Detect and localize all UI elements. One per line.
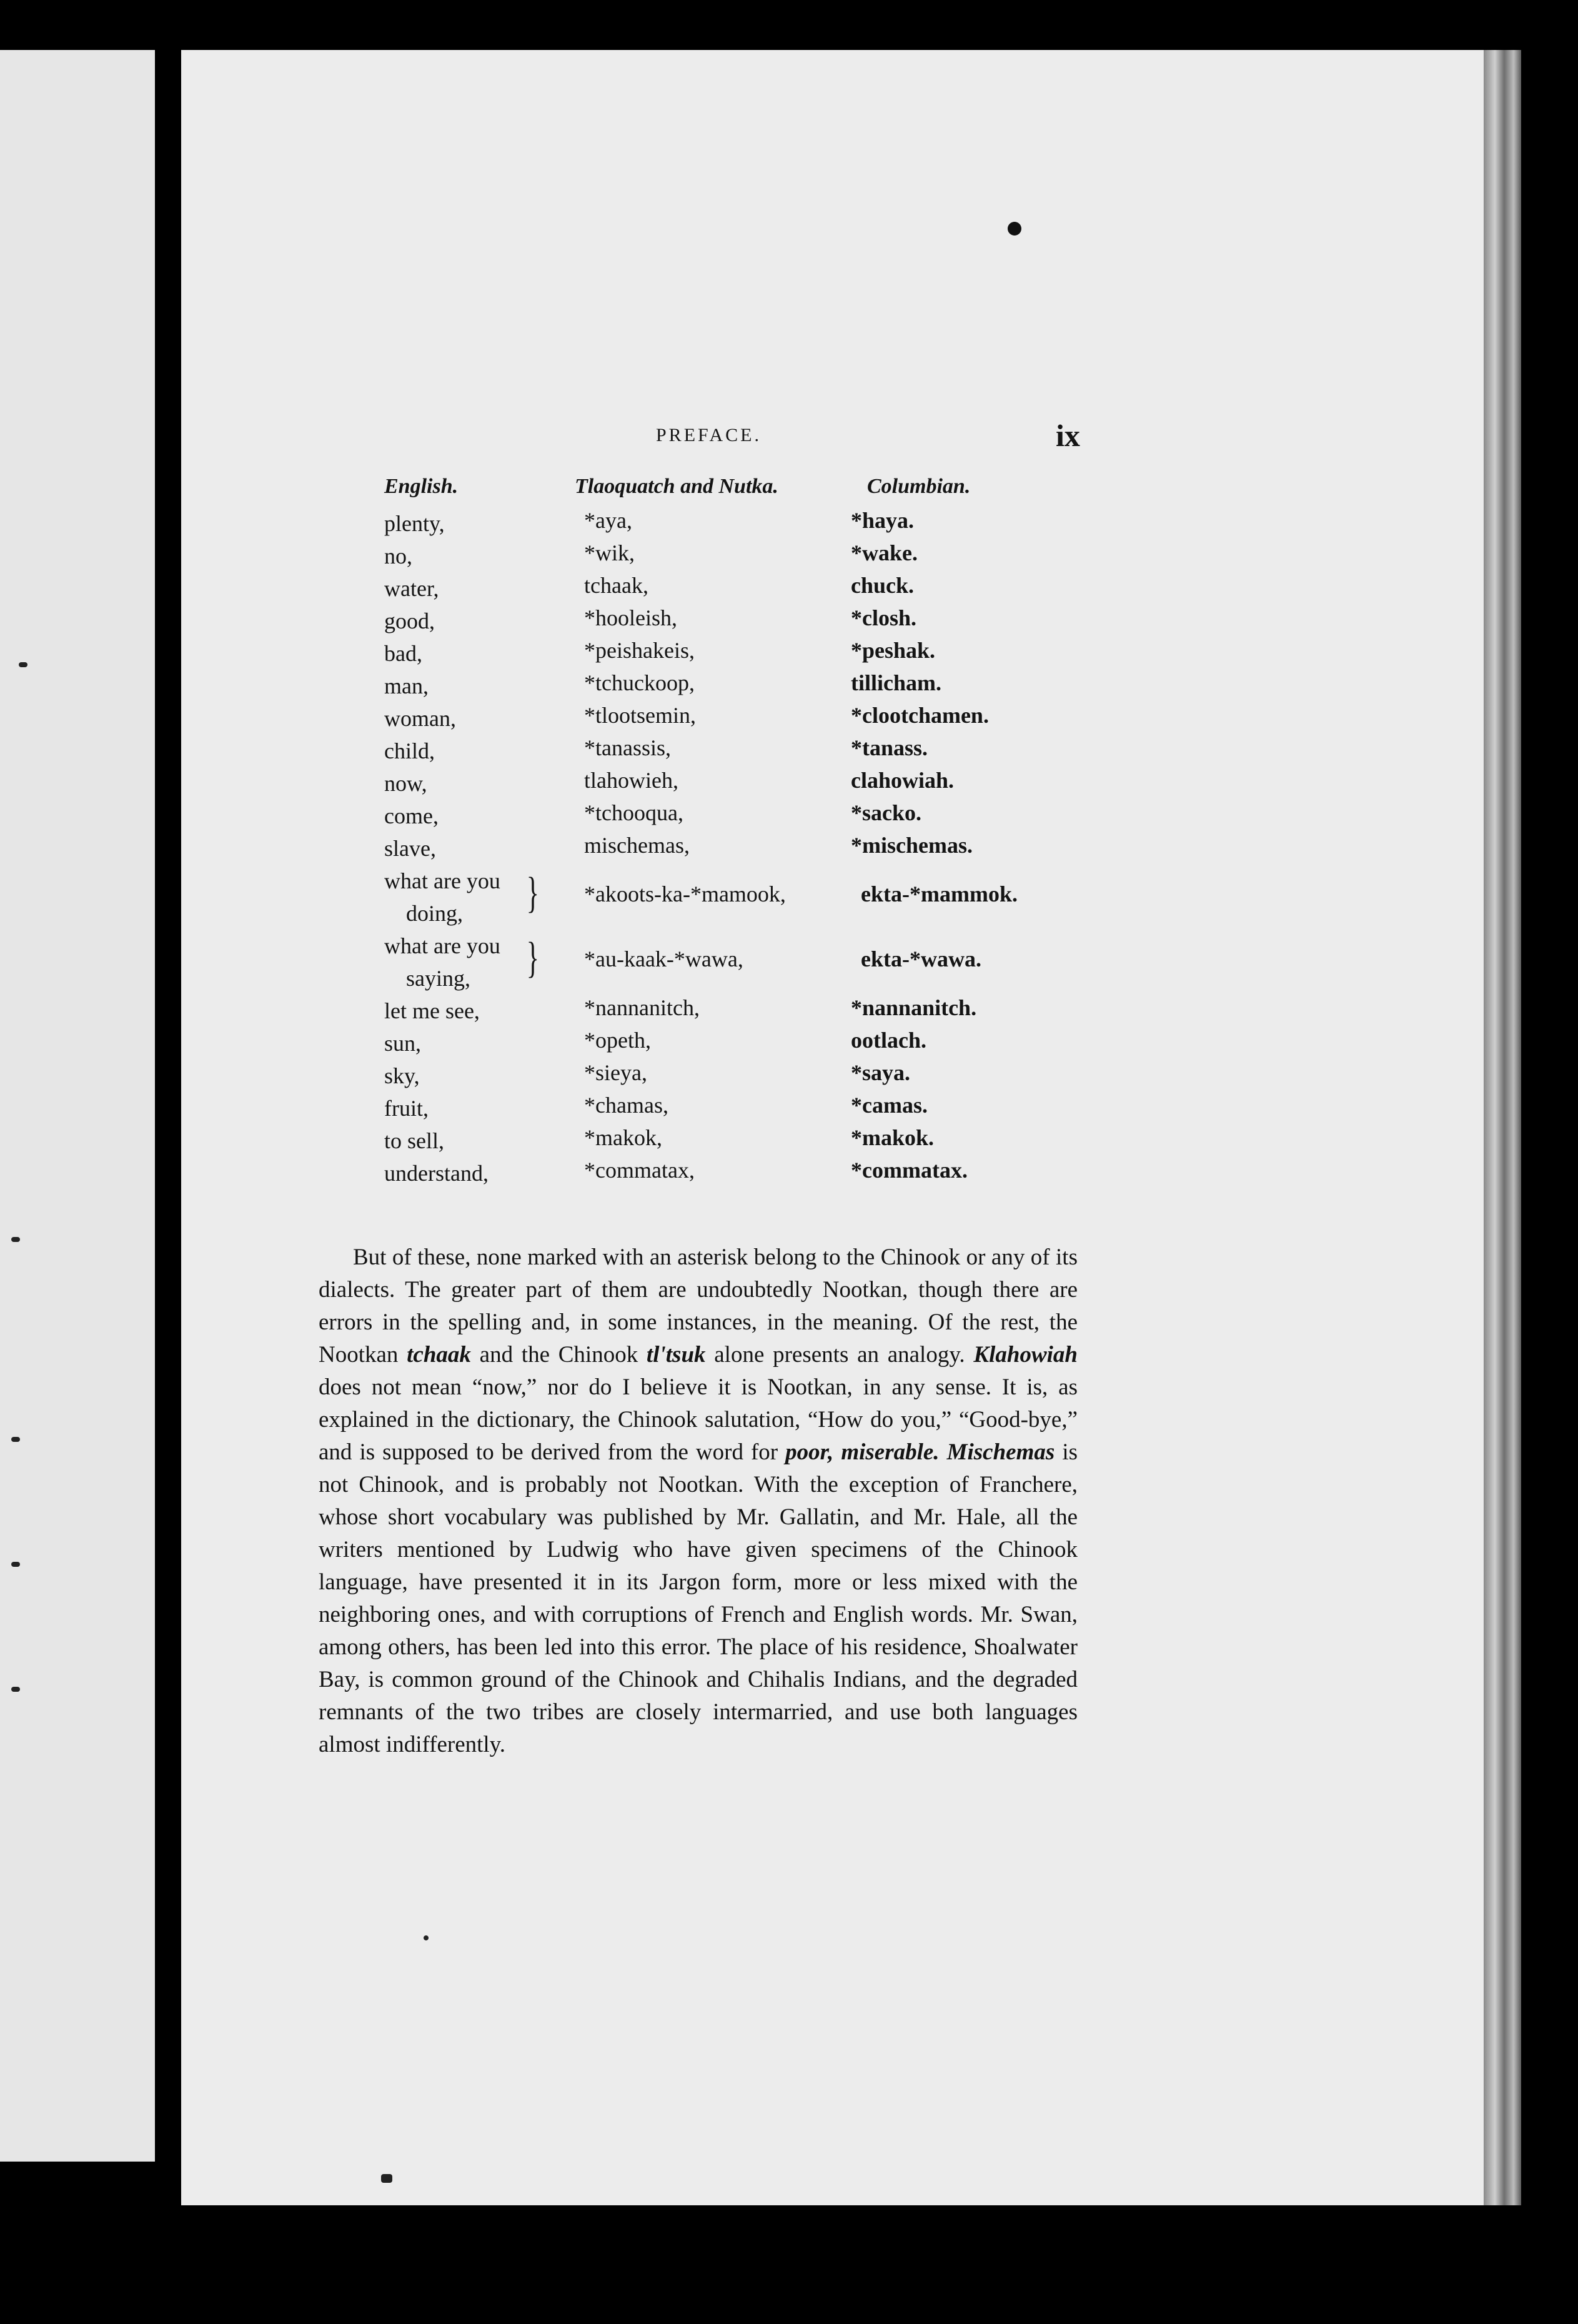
english-word: let me see, (384, 998, 480, 1023)
nutka-word: *aya, (584, 508, 632, 533)
nutka-word: tchaak, (584, 573, 648, 598)
english-word-line: saying, (406, 966, 470, 991)
nutka-word: *wik, (584, 540, 635, 565)
english-word: plenty, (384, 511, 445, 536)
columbian-word: *camas. (851, 1093, 928, 1118)
english-word: no, (384, 544, 412, 569)
page-number: ix (1056, 418, 1080, 453)
column-header-english: English. (384, 475, 459, 498)
english-word: now, (384, 771, 427, 796)
nutka-word: *sieya, (584, 1060, 647, 1085)
nutka-word: *chamas, (584, 1093, 668, 1118)
nutka-word: *makok, (584, 1125, 662, 1150)
english-word-line: what are you (384, 868, 500, 893)
stray-ink-mark (424, 1935, 429, 1940)
nutka-word: *tchooqua, (584, 800, 683, 825)
facing-page-fragment (11, 1562, 20, 1567)
english-word: woman, (384, 706, 456, 731)
columbian-word: *nannanitch. (851, 995, 977, 1020)
columbian-word: ekta-*mammok. (861, 881, 1018, 906)
english-word: fruit, (384, 1096, 429, 1121)
facing-page-fragment (19, 662, 27, 667)
columbian-word: *closh. (851, 605, 917, 630)
columbian-word: ootlach. (851, 1028, 926, 1053)
english-word: man, (384, 673, 429, 698)
english-word: good, (384, 608, 435, 633)
nutka-word: *au-kaak-*wawa, (584, 946, 743, 971)
nutka-word: mischemas, (584, 833, 690, 858)
nutka-word: *nannanitch, (584, 995, 700, 1020)
nutka-word: *commatax, (584, 1158, 695, 1183)
columbian-word: *wake. (851, 540, 918, 565)
italic-term: poor, miserable. (785, 1439, 940, 1465)
italic-term: tchaak (407, 1342, 471, 1368)
page-stack-edge (1484, 50, 1521, 2205)
nutka-word: *hooleish, (584, 605, 677, 630)
nutka-word: *opeth, (584, 1028, 651, 1053)
facing-page-edge (0, 50, 155, 2162)
nutka-word: *peishakeis, (584, 638, 695, 663)
column-header-columbian: Columbian. (867, 475, 971, 498)
columbian-word: *makok. (851, 1125, 935, 1150)
english-word: child, (384, 738, 435, 763)
facing-page-fragment (11, 1437, 20, 1442)
nutka-word: *tlootsemin, (584, 703, 696, 728)
columbian-word: tillicham. (851, 670, 941, 695)
facing-page-fragment (11, 1237, 20, 1242)
english-word: come, (384, 803, 439, 828)
columbian-word: *clootchamen. (851, 703, 989, 728)
grouping-brace: } (526, 869, 539, 917)
italic-term: Klahowiah (973, 1342, 1078, 1368)
facing-page-fragment (11, 1687, 20, 1692)
nutka-word: *tanassis, (584, 735, 671, 760)
ink-spot (1008, 222, 1021, 236)
nutka-word: *akoots-ka-*mamook, (584, 881, 786, 906)
italic-term: tl'tsuk (646, 1342, 706, 1368)
english-word: to sell, (384, 1128, 444, 1153)
english-word: bad, (384, 641, 422, 666)
english-word: slave, (384, 836, 436, 861)
grouping-brace: } (526, 934, 539, 982)
columbian-word: *haya. (851, 508, 915, 533)
italic-term: Mischemas (946, 1439, 1055, 1465)
english-word-line: what are you (384, 933, 500, 958)
english-word-line: doing, (406, 901, 464, 926)
columbian-word: *commatax. (851, 1158, 968, 1183)
columbian-word: ekta-*wawa. (861, 946, 981, 971)
english-word: understand, (384, 1161, 489, 1186)
english-word: sun, (384, 1031, 422, 1056)
english-word: sky, (384, 1063, 420, 1088)
column-header-nutka: Tlaoquatch and Nutka. (575, 475, 778, 498)
columbian-word: *saya. (851, 1060, 911, 1085)
nutka-word: *tchuckoop, (584, 670, 695, 695)
columbian-word: chuck. (851, 573, 915, 598)
nutka-word: tlahowieh, (584, 768, 678, 793)
body-paragraph: But of these, none marked with an asterisk belong to the Chinook or any of its dialects. The greater part of them are undoubtedly Nootkan, though there are errors in the spelling and, in some instances, in the meaning. Of the rest, the Nootkan tchaak and the Chinook tl'tsuk alone presents an analogy. Klahowiah does not mean “now,” nor do I believe it is Nootkan, in any sense. It is, as explained in the dictionary, the Chinook salutation, “How do you,” “Good-bye,” and is supposed to be derived from the word for poor, miserable. Mischemas is not Chinook, and is probably not Nootkan. With the exception of Franchere, whose short vocabulary was published by Mr. Gallatin, and Mr. Hale, all the writers mentioned by Ludwig who have given specimens of the Chinook language, have presented it in its Jargon form, more or less mixed with the neighboring ones, and with corruptions of French and English words. Mr. Swan, among others, has been led into this error. The place of his residence, Shoalwater Bay, is common ground of the Chinook and Chihalis Indians, and the degraded remnants of the two tribes are closely intermarried, and use both languages almost indifferently. (319, 1244, 1078, 1757)
running-head: PREFACE. (656, 425, 762, 445)
stray-ink-mark (381, 2174, 392, 2183)
english-word: water, (384, 576, 439, 601)
columbian-word: *tanass. (851, 735, 928, 760)
columbian-word: *sacko. (851, 800, 922, 825)
columbian-word: *mischemas. (851, 833, 973, 858)
book-page (181, 50, 1484, 2205)
columbian-word: *peshak. (851, 638, 936, 663)
columbian-word: clahowiah. (851, 768, 955, 793)
